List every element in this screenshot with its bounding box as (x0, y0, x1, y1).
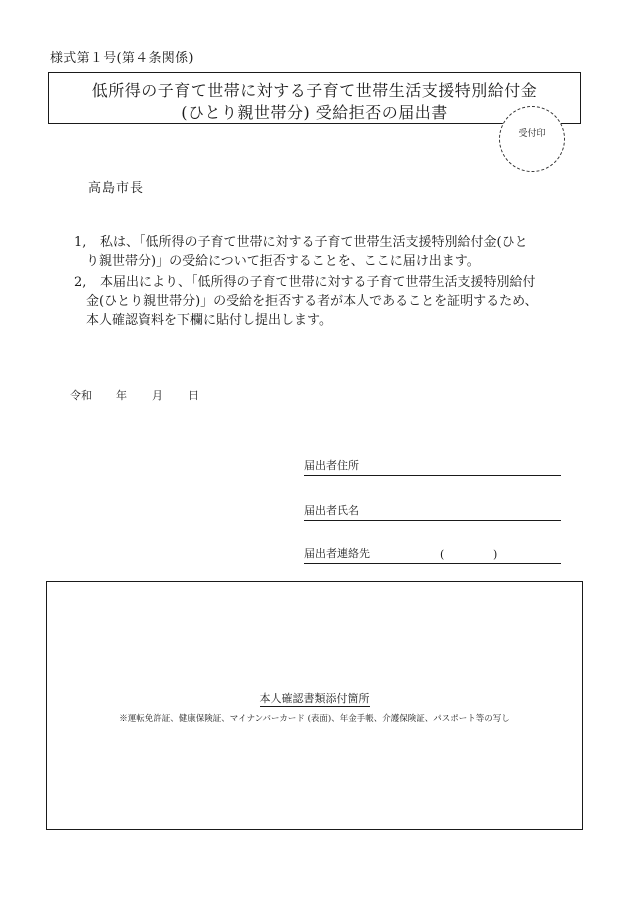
document-title-line1: 低所得の子育て世帯に対する子育て世帯生活支援特別給付金 (91, 81, 538, 100)
statement-1 (74, 233, 554, 271)
date-month-label: 月 (152, 389, 163, 402)
date-year-label: 年 (116, 389, 127, 402)
attachment-title (47, 690, 582, 706)
statement-2-line: 本届出により、「低所得の子育て世帯に対する子育て世帯生活支援特別給付 (100, 275, 536, 290)
id-document-attachment-area (46, 581, 583, 830)
contact-paren-open: ( (440, 548, 445, 561)
applicant-address-field[interactable] (304, 457, 561, 476)
receipt-stamp-circle (499, 106, 565, 172)
attachment-title-text: 本人確認書類添付箇所 (259, 692, 370, 705)
receipt-stamp-label: 受付印 (518, 129, 546, 139)
date-day-label: 日 (188, 389, 199, 402)
statement-2-number: 2, (74, 275, 87, 290)
date-era: 令和 (70, 389, 92, 402)
applicant-contact-label: 届出者連絡先 (304, 547, 370, 560)
statement-1-line: り親世帯分)」の受給について拒否することを、ここに届け出ます。 (86, 254, 480, 269)
contact-paren-close: ) (493, 548, 498, 561)
attachment-note: ※運転免許証、健康保険証、マイナンバーカード (表面)、年金手帳、介護保険証、パスポート等の写し (119, 714, 510, 724)
statement-1-number: 1, (74, 235, 87, 250)
statement-2-line: 本人確認資料を下欄に貼付し提出します。 (86, 313, 332, 328)
applicant-name-label: 届出者氏名 (304, 504, 359, 517)
applicant-contact-field[interactable] (304, 545, 561, 564)
addressee: 高島市長 (88, 181, 145, 196)
document-title-line2: (ひとり親世帯分) 受給拒否の届出書 (181, 103, 448, 122)
applicant-name-field[interactable] (304, 502, 561, 521)
statement-2-line: 金(ひとり親世帯分)」の受給を拒否する者が本人であることを証明するため、 (86, 294, 538, 309)
applicant-address-label: 届出者住所 (304, 459, 359, 472)
statement-2 (74, 273, 554, 330)
form-number: 様式第１号(第４条関係) (50, 51, 194, 66)
document-title-box (48, 72, 581, 124)
statement-1-line: 私は、「低所得の子育て世帯に対する子育て世帯生活支援特別給付金(ひと (100, 235, 528, 250)
